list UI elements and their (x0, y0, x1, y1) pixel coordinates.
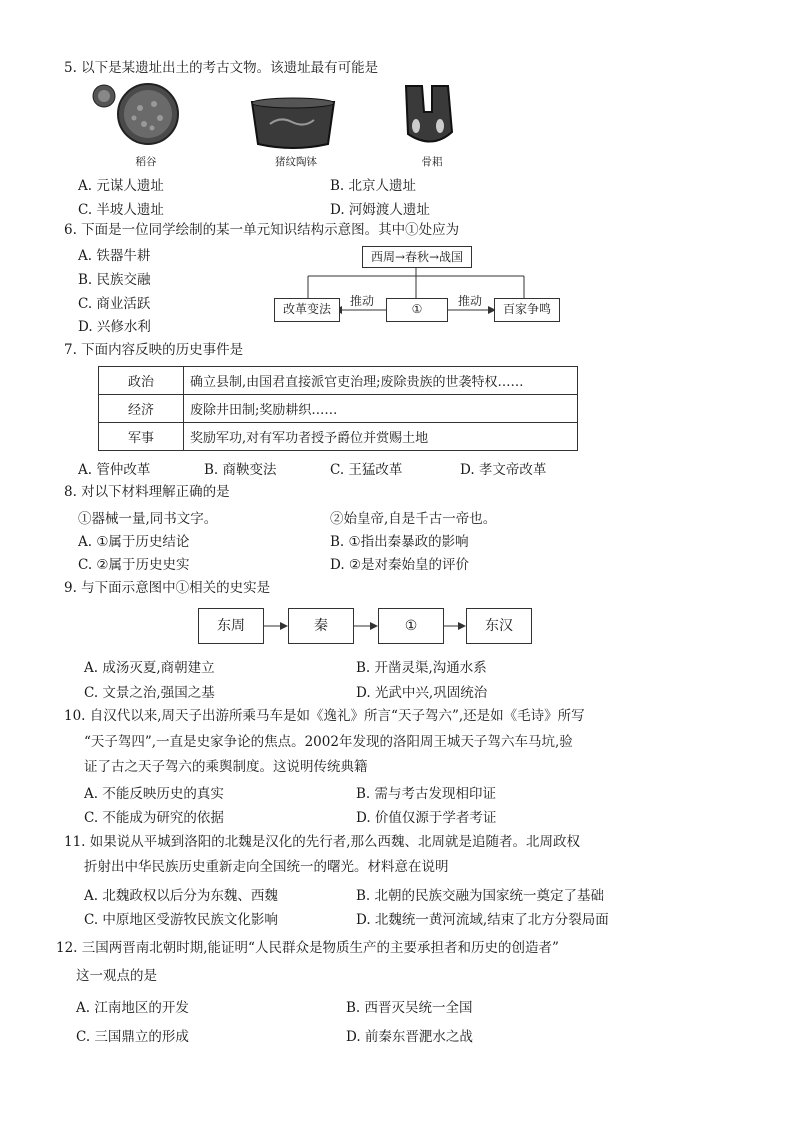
caption-bone-spade: 骨耜 (421, 156, 443, 168)
q10-option-b[interactable]: B. 需与考古发现相印证 (356, 786, 497, 802)
q9-flow-box-2: 秦 (288, 608, 354, 644)
q6-arrow-label-right: 推动 (458, 294, 483, 308)
q6-option-c[interactable]: C. 商业活跃 (78, 296, 151, 312)
q12-option-a[interactable]: A. 江南地区的开发 (76, 1000, 189, 1016)
q9-option-c[interactable]: C. 文景之治,强国之基 (84, 685, 215, 701)
q8-material-2: ②始皇帝,自是千古一帝也。 (330, 511, 497, 527)
q6-option-a[interactable]: A. 铁器牛耕 (78, 248, 151, 264)
caption-pottery-bowl: 猪纹陶钵 (275, 156, 317, 168)
q11-option-a[interactable]: A. 北魏政权以后分为东魏、西魏 (84, 888, 278, 904)
q8-option-a[interactable]: A. ①属于历史结论 (78, 534, 190, 550)
q12-option-d[interactable]: D. 前秦东晋淝水之战 (346, 1029, 473, 1045)
q8-option-b[interactable]: B. ①指出秦暴政的影响 (330, 534, 469, 550)
q12-option-c[interactable]: C. 三国鼎立的形成 (76, 1029, 189, 1045)
q7-table (98, 366, 578, 451)
q7-option-b[interactable]: B. 商鞅变法 (204, 462, 277, 478)
q6-box-top: 西周→春秋→战国 (362, 246, 472, 268)
q6-arrow-label-left: 推动 (350, 294, 375, 308)
table-cell-key: 军事 (99, 423, 184, 451)
q12-line-2: 这一观点的是 (76, 968, 157, 984)
q9-flow-box-3: ① (378, 608, 444, 644)
q12-line-1: 12. 三国两晋南北朝时期,能证明“人民群众是物质生产的主要承担者和历史的创造者” (56, 940, 559, 956)
q5-option-c[interactable]: C. 半坡人遗址 (78, 202, 164, 218)
q10-line-2: “天子驾四”,一直是史家争论的焦点。2002年发现的洛阳周王城天子驾六车马坑,验 (84, 734, 573, 750)
q5-option-a[interactable]: A. 元谋人遗址 (78, 178, 164, 194)
table-row (99, 423, 578, 451)
caption-rice: 稻谷 (135, 156, 157, 168)
q6-option-d[interactable]: D. 兴修水利 (78, 319, 151, 335)
rice-grain-image (90, 80, 190, 150)
q7-stem: 7. 下面内容反映的历史事件是 (64, 342, 244, 358)
table-row (99, 367, 578, 395)
q11-line-1: 11. 如果说从平城到洛阳的北魏是汉化的先行者,那么西魏、北周就是追随者。北周政权 (64, 834, 581, 850)
q10-line-1: 10. 自汉代以来,周天子出游所乘马车是如《逸礼》所言“天子驾六”,还是如《毛诗》所写 (64, 708, 585, 724)
q9-flow-box-1: 东周 (198, 608, 264, 644)
q6-box-center: ① (386, 298, 448, 322)
q6-stem: 6. 下面是一位同学绘制的某一单元知识结构示意图。其中①处应为 (64, 222, 460, 238)
table-cell-value: 废除井田制;奖励耕织…… (184, 395, 578, 423)
q9-stem: 9. 与下面示意图中①相关的史实是 (64, 580, 271, 596)
pig-pottery-bowl-image (248, 96, 338, 152)
q5-option-b[interactable]: B. 北京人遗址 (330, 178, 417, 194)
q11-option-b[interactable]: B. 北朝的民族交融为国家统一奠定了基础 (356, 888, 605, 904)
q9-option-a[interactable]: A. 成汤灭夏,商朝建立 (84, 660, 215, 676)
q8-material-1: ①器械一量,同书文字。 (78, 511, 218, 527)
q8-option-d[interactable]: D. ②是对秦始皇的评价 (330, 557, 470, 573)
q6-box-right: 百家争鸣 (494, 298, 560, 322)
q7-option-a[interactable]: A. 管仲改革 (78, 462, 151, 478)
q12-option-b[interactable]: B. 西晋灭吴统一全国 (346, 1000, 473, 1016)
q11-line-2: 折射出中华民族历史重新走向全国统一的曙光。材料意在说明 (84, 859, 449, 875)
q10-line-3: 证了古之天子驾六的乘舆制度。这说明传统典籍 (84, 759, 368, 775)
q5-option-d[interactable]: D. 河姆渡人遗址 (330, 202, 430, 218)
q7-option-c[interactable]: C. 王猛改革 (330, 462, 403, 478)
q10-option-a[interactable]: A. 不能反映历史的真实 (84, 786, 224, 802)
q7-option-d[interactable]: D. 孝文帝改革 (460, 462, 547, 478)
q11-option-d[interactable]: D. 北魏统一黄河流域,结束了北方分裂局面 (356, 912, 609, 928)
q10-option-c[interactable]: C. 不能成为研究的依据 (84, 810, 224, 826)
q8-option-c[interactable]: C. ②属于历史史实 (78, 557, 190, 573)
q8-stem: 8. 对以下材料理解正确的是 (64, 484, 230, 500)
table-cell-value: 奖励军功,对有军功者授予爵位并赏赐土地 (184, 423, 578, 451)
table-cell-key: 政治 (99, 367, 184, 395)
q9-option-d[interactable]: D. 光武中兴,巩固统治 (356, 685, 488, 701)
bone-spade-image (392, 82, 464, 154)
q9-flow-box-4: 东汉 (466, 608, 532, 644)
table-cell-key: 经济 (99, 395, 184, 423)
table-row (99, 395, 578, 423)
q11-option-c[interactable]: C. 中原地区受游牧民族文化影响 (84, 912, 278, 928)
q5-stem: 5. 以下是某遗址出土的考古文物。该遗址最有可能是 (64, 60, 379, 76)
q6-option-b[interactable]: B. 民族交融 (78, 272, 151, 288)
q10-option-d[interactable]: D. 价值仅源于学者考证 (356, 810, 497, 826)
table-cell-value: 确立县制,由国君直接派官吏治理;废除贵族的世袭特权…… (184, 367, 578, 395)
q6-box-left: 改革变法 (274, 298, 340, 322)
q9-option-b[interactable]: B. 开凿灵渠,沟通水系 (356, 660, 487, 676)
